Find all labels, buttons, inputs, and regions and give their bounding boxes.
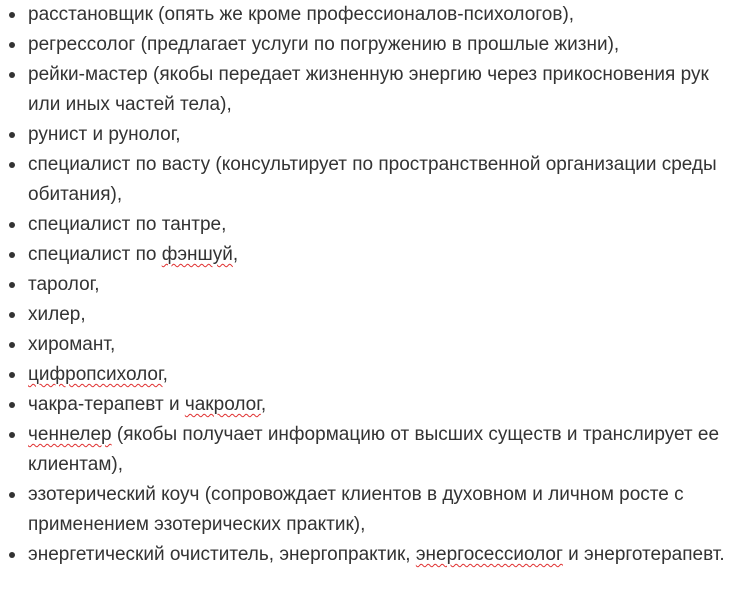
list-item-text: расстановщик (опять же кроме профессионалов-психологов), [28,4,575,25]
list-item [0,300,745,330]
misspelled-word: чакролог [184,394,261,415]
list-item-text: таролог, [28,274,100,295]
list-item-text: рунист и рунолог, [28,124,181,145]
list-item [0,60,745,120]
list-item-text: и энерготерапевт. [562,544,725,565]
list-item [0,120,745,150]
misspelled-word: ченнелер [28,424,112,445]
list-item [0,390,745,420]
list-item [0,540,745,570]
list-item-text: хилер, [28,304,86,325]
list-item [0,240,745,270]
list-item-text: специалист по тантре, [28,214,227,235]
list-item-text: специалист по [28,244,162,265]
list-item-text: эзотерический коуч (сопровождает клиентов в духовном и личном росте с применением эзотерических практик), [28,484,684,535]
list-item-text: , [162,364,168,385]
misspelled-word: цифропсихолог [28,364,163,385]
list-item-text: (якобы получает информацию от высших существ и транслирует ее клиентам), [28,424,720,475]
list-item-text: рейки-мастер (якобы передает жизненную энергию через прикосновения рук или иных частей тела), [28,64,709,115]
list-item [0,270,745,300]
list-item [0,330,745,360]
list-item [0,420,745,480]
list-item [0,360,745,390]
misspelled-word: фэншуй [161,244,233,265]
list-item [0,150,745,210]
list-item [0,210,745,240]
list-item-text: регрессолог (предлагает услуги по погружению в прошлые жизни), [28,34,620,55]
list-item-text: хиромант, [28,334,116,355]
list-item-text: , [260,394,267,415]
list-item-text: , [232,244,239,265]
list-item-text: специалист по васту (консультирует по пространственной организации среды обитания), [28,154,717,205]
list-item [0,0,745,30]
list-item-text: энергетический очиститель, энергопрактик, [28,544,416,565]
list-item [0,30,745,60]
list-item-text: чакра-терапевт и [28,394,185,415]
list-item [0,480,745,540]
misspelled-word: энергосессиолог [415,544,563,565]
